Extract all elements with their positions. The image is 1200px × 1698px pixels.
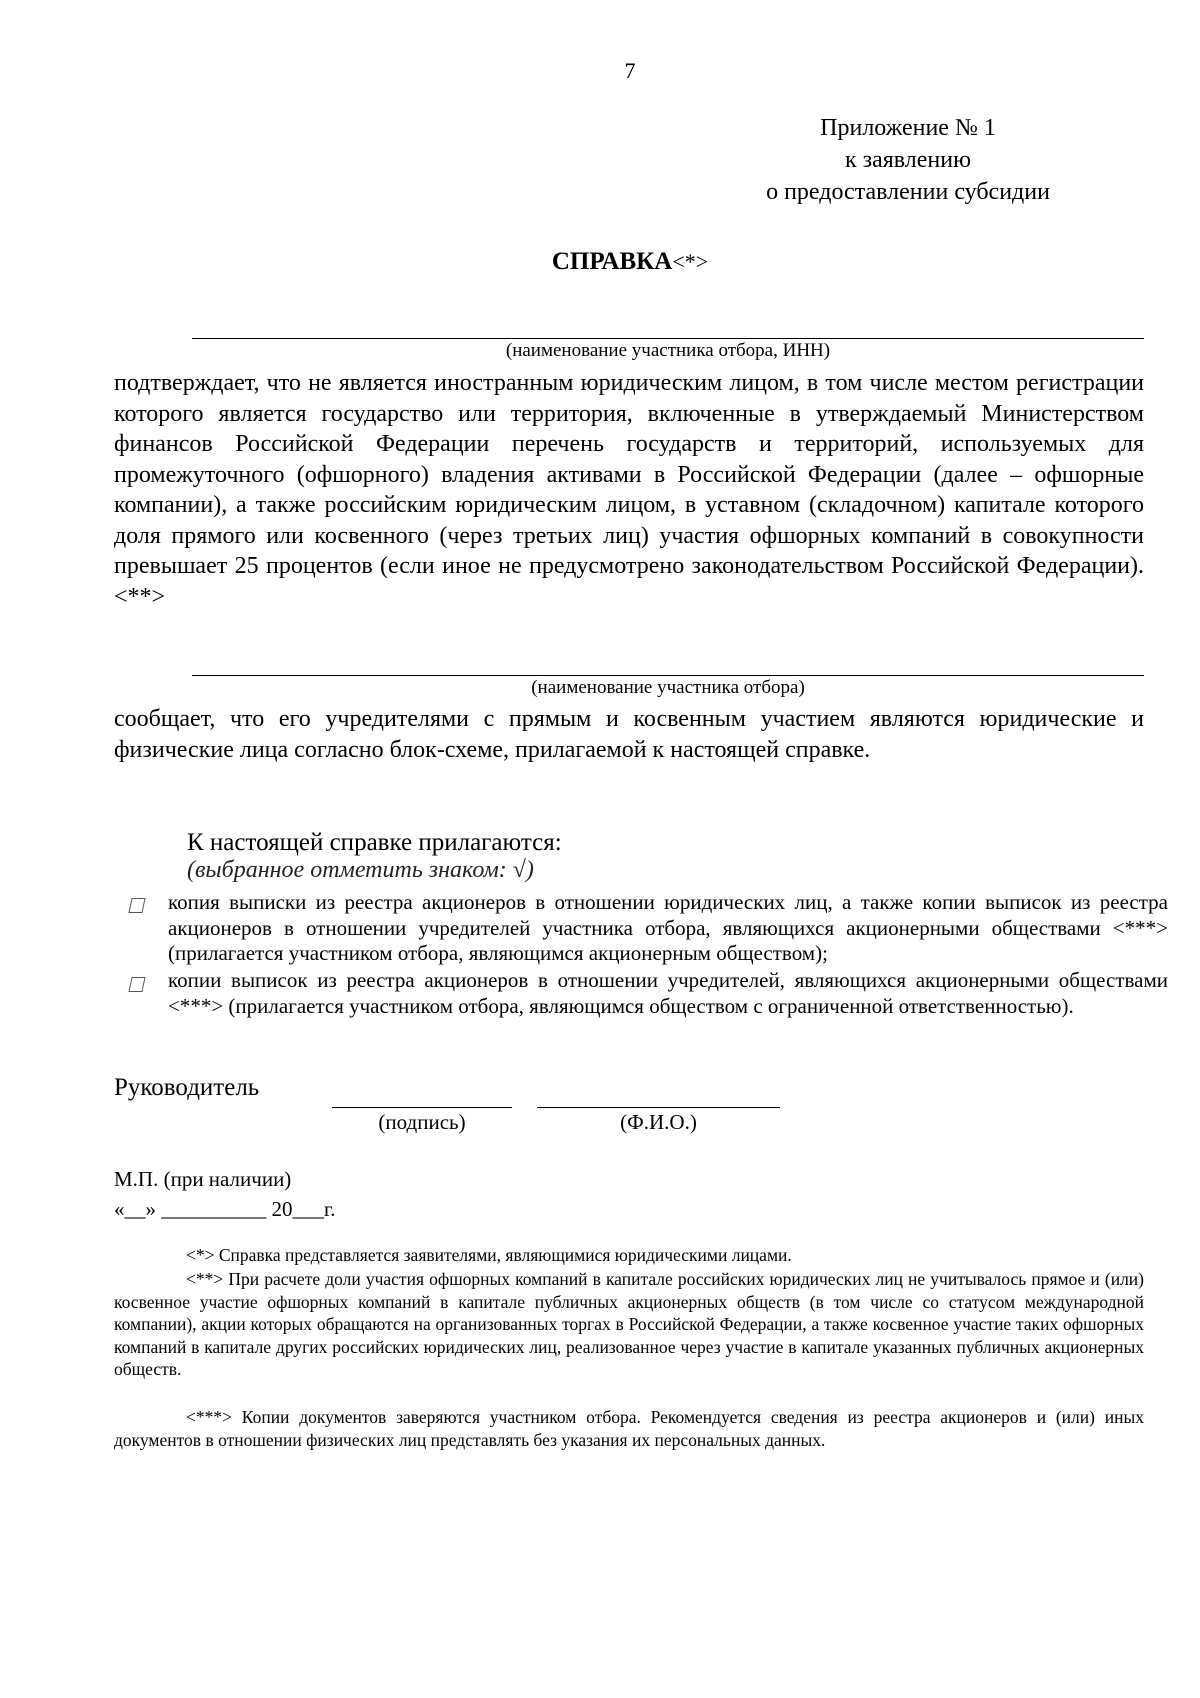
head-label: Руководитель xyxy=(114,1074,260,1101)
footnote-1-text: <*> Справка представляется заявителями, являющимися юридическими лицами. xyxy=(186,1245,792,1265)
appendix-line-1: Приложение № 1 xyxy=(820,115,996,141)
full-name-caption: (Ф.И.О.) xyxy=(620,1110,697,1134)
appendix-line-3: о предоставлении субсидии xyxy=(766,179,1050,205)
statement-paragraph: подтверждает, что не является иностранным юридическим лицом, в том числе местом регистрации которого является государство или территория, включенные в утверждаемый Министерством финансов Российской Федерации перечень государств и территорий, используемых для промежуточного (офшорного) владения активами в Российской Федерации (далее – офшорные компании), а также российским юридическим лицом, в уставном (складочном) капитале которого доля прямого или косвенного (через третьих лиц) участия офшорных компаний в совокупности превышает 25 процентов (если иное не предусмотрено законодательством Российской Федерации).<**> xyxy=(114,370,1144,610)
stamp-label: М.П. (при наличии) xyxy=(114,1167,292,1191)
attachments-heading: К настоящей справке прилагаются: xyxy=(187,829,562,856)
signature-line xyxy=(332,1107,512,1108)
document-title xyxy=(0,248,1200,276)
attachment-checkbox-1[interactable] xyxy=(128,898,145,913)
attachment-item-1: копия выписки из реестра акционеров в отношении юридических лиц, а также копии выписок из реестра акционеров в отношении учредителей участника отбора, являющихся акционерными обществами <***> (прилагается участником отбора, являющимся акционерным обществом); xyxy=(168,890,1168,965)
participant-name-caption: (наименование участника отбора) xyxy=(531,677,805,698)
footnote-2-text: <**> При расчете доли участия офшорных компаний в капитале российских юридических лиц не учитывалось прямое и (или) косвенное участие офшорных компаний в капитале публичных акционерных обществ (в том числе со статусом международной компании), акции которых обращаются на организованных торгах в Российской Федерации, а также косвенное участие таких офшорных компаний в капитале других российских юридических лиц, реализованное через участие в капитале указанных публичных акционерных обществ. xyxy=(114,1269,1144,1379)
title-footnote-mark: <*> xyxy=(672,249,709,274)
footnote-3 xyxy=(114,1406,1144,1451)
full-name-line xyxy=(537,1107,780,1108)
founders-paragraph: сообщает, что его учредителями с прямым и косвенным участием являются юридические и физические лица согласно блок-схеме, прилагаемой к настоящей справке. xyxy=(114,706,1144,763)
signature-caption: (подпись) xyxy=(378,1110,466,1134)
appendix-line-2: к заявлению xyxy=(844,147,972,173)
title-text: СПРАВКА xyxy=(551,248,673,275)
footnote-3-text: <***> Копии документов заверяются участником отбора. Рекомендуется сведения из реестра акционеров и (или) иных документов в отношении физических лиц представлять без указания их персональных данных. xyxy=(114,1407,1144,1450)
participant-name-inn-line xyxy=(192,338,1144,339)
footnote-2 xyxy=(114,1268,1144,1381)
attachment-checkbox-2[interactable] xyxy=(128,977,145,992)
date-line: «__» __________ 20___г. xyxy=(114,1197,336,1221)
participant-name-inn-caption: (наименование участника отбора, ИНН) xyxy=(505,340,831,361)
footnote-1 xyxy=(114,1244,1144,1267)
attachment-item-2: копии выписок из реестра акционеров в отношении учредителей, являющихся акционерными обществами <***> (прилагается участником отбора, являющимся обществом с ограниченной ответственностью). xyxy=(168,968,1168,1018)
appendix-header xyxy=(728,112,1088,208)
page-number: 7 xyxy=(624,58,636,83)
participant-name-line xyxy=(192,675,1144,676)
attachments-hint: (выбранное отметить знаком: √) xyxy=(187,857,534,883)
